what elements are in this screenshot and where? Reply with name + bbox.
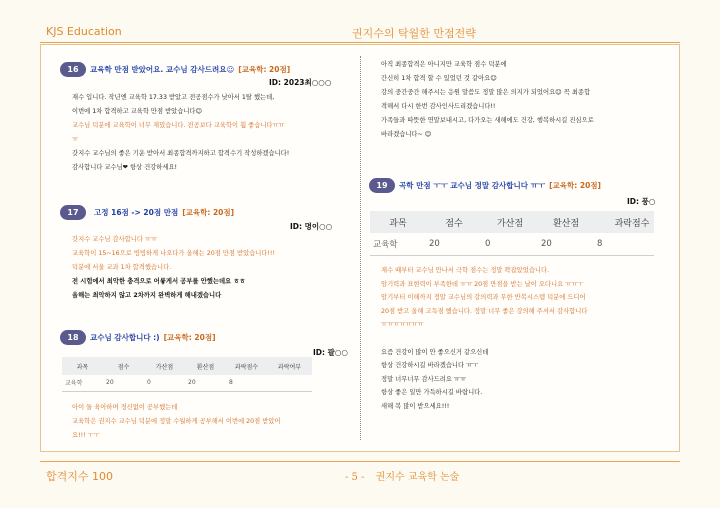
footer-right-text: 권지수 교육학 논술: [375, 472, 460, 483]
text-line: ㅠㅠㅠㅠㅠㅠㅠ: [381, 321, 424, 328]
score-table: [370, 211, 654, 256]
text-line: 아직 최종합격은 아니지만 교육학 점수 덕분에: [381, 61, 507, 68]
text-line: 교수님 덕분에 교육학이 너무 재밌습니다. 전공보다 교육학이 훨 좋습니다ㅠㅠ: [72, 122, 285, 129]
table-row: [370, 233, 654, 255]
text-line: 교육학이 15~16으로 빙빙하게 나오다가 올해는 20점 만점 받았습니다!!!: [72, 250, 275, 257]
review-19-body: [381, 264, 587, 413]
text-line: 갓지수 교수님의 좋은 기운 받아서 최종합격까지하고 합격수기 작성하겠습니다!: [72, 150, 290, 157]
footer-rule: [40, 461, 680, 462]
table-header: 과락점수: [226, 357, 267, 375]
text-line: 재수 때부터 교수님 만나서 극학 점수는 정말 꽉잡았었습니다.: [381, 267, 550, 274]
review-number-badge: 19: [369, 178, 395, 193]
table-cell: 20: [538, 233, 594, 255]
table-cell: 8: [226, 375, 267, 391]
review-title: 고정 16점 -> 20점 만점: [94, 208, 179, 217]
text-line: 덕분에 서울 교과 1차 합격했습니다.: [72, 264, 172, 271]
text-line: 정말 너무너무 감사드려요 ㅠㅠ: [381, 375, 467, 383]
text-line: 항상 좋은 일만 가득하시길 바랍니다.: [381, 389, 483, 396]
table-cell: 20: [185, 375, 226, 391]
table-cell: [267, 375, 312, 391]
review-number-badge: 16: [60, 62, 86, 77]
review-title: 곡학 만점 ㅜㅜ 교수님 정말 감사합니다 ㅠㅜ: [399, 181, 546, 190]
table-header-row: [370, 211, 654, 233]
footer-right: [345, 468, 459, 483]
text-line: 암기력과 표현력이 부족한데 ㅠㅠ 20점 만점을 받는 날이 오다니요 ㅠㅠㅜ: [381, 280, 584, 288]
table-header: 점수: [103, 357, 144, 375]
table-cell: 교육학: [370, 233, 426, 255]
text-line: 요!!! ㅜㅜ: [72, 432, 100, 439]
text-line: 요즘 건강이 많이 안 좋으신거 같으신데: [381, 348, 489, 356]
review-16-heading: [60, 62, 290, 77]
table-cell: 20: [103, 375, 144, 391]
text-line: 재수 입니다. 작년엔 교육학 17.33 받았고 전공점수가 낮아서 1탈 했는데,: [72, 94, 275, 101]
review-number-badge: 17: [60, 205, 86, 220]
table-row: [62, 375, 312, 391]
text-line: 이번에 1차 합격하고 교육학 만점 받았습니다☺: [72, 108, 203, 115]
review-id: ID: 명이○○: [290, 222, 333, 231]
table-header: 가산점: [482, 211, 538, 233]
text-line: 갓지수 교수님 감사합니다 ㅠㅠ: [72, 236, 158, 243]
review-id: ID: 팔○○: [313, 348, 348, 357]
review-continued-body: [381, 58, 594, 142]
score-table: [62, 357, 312, 392]
page-number: - 5 -: [345, 472, 365, 483]
text-line: 감사합니다 교수님❤ 항상 건강하세요!: [72, 164, 178, 171]
table-header: 점수: [426, 211, 482, 233]
table-cell: 8: [594, 233, 654, 255]
table-header: 환산점: [538, 211, 594, 233]
review-19-heading: [369, 178, 601, 193]
table-header: 과목: [62, 357, 103, 375]
table-header: 과락점수: [594, 211, 654, 233]
table-header: 가산점: [144, 357, 185, 375]
header-title: 권지수의 탁월한 만점전략: [352, 27, 476, 40]
score-tag: [교육학: 20점]: [238, 65, 291, 74]
text-line: 강의 중간중간 해주시는 응원 말씀도 정말 많은 의지가 되었어요☺ 꼭 최종합: [381, 89, 591, 96]
text-line: [381, 332, 587, 346]
text-line: 20점 받고 올해 고득점 했습니다. 정말 너무 좋은 강의해 주셔서 감사합니다: [381, 307, 588, 315]
header-rule: [40, 42, 680, 43]
review-18-heading: [60, 330, 216, 345]
review-17-heading: [60, 205, 234, 220]
table-cell: 20: [426, 233, 482, 255]
text-line: 새해 복 많이 받으세요!!!: [381, 402, 450, 410]
review-16-body: [72, 91, 289, 175]
review-id: ID: 2023최○○○: [269, 78, 332, 87]
table-header: 과락여부: [267, 357, 312, 375]
score-tag: [교육학: 20점]: [549, 181, 601, 190]
review-title: 교수님 감사합니다 :): [90, 333, 160, 342]
text-line: ㅠ: [72, 136, 79, 143]
review-title: 교육학 만점 받았어요. 교수님 감사드려요☺: [90, 65, 235, 74]
table-header: 과목: [370, 211, 426, 233]
column-divider: [360, 56, 361, 440]
score-table-clip: [370, 211, 654, 263]
text-line: 아이 둘 육아하며 정신없이 공부했는데: [72, 404, 178, 411]
table-cell: 0: [144, 375, 185, 391]
text-line: 항상 건강하시길 바라겠습니다 ㅠㅜ: [381, 362, 479, 369]
review-18-body: [72, 401, 281, 443]
text-line: 암기부터 이해까지 정말 교수님의 강의력과 무한 반복시스템 덕분에 드디어: [381, 294, 586, 301]
header-brand: KJS Education: [46, 25, 122, 38]
text-line: 격해서 다시 한번 감사인사드리겠습니다!!: [381, 103, 496, 110]
review-17-body: [72, 233, 275, 303]
text-line: 간신히 1차 합격 할 수 있었던 것 같아요☺: [381, 75, 497, 82]
text-line: 가족들과 따뜻한 연말보내시고, 다가오는 새해에도 건강, 행복하시길 진심으로: [381, 117, 594, 124]
table-header-row: [62, 357, 312, 375]
footer-left-text: 합격지수 100: [46, 470, 113, 483]
table-cell: 0: [482, 233, 538, 255]
score-tag: [교육학: 20점]: [182, 208, 235, 217]
table-cell: 교육학: [62, 375, 103, 391]
text-line: 전 시험에서 최악한 충격으로 어릏게서 공부를 안했는데요 ㅎㅎ: [72, 278, 246, 285]
review-number-badge: 18: [60, 330, 86, 345]
table-header: 환산점: [185, 357, 226, 375]
text-line: 교육학은 권지수 교수님 덕분에 정말 수월하게 공부해서 이번에 20점 받았어: [72, 418, 281, 425]
text-line: 올해는 최악하지 않고 2차까지 완벽하게 해내겠습니다: [72, 292, 222, 299]
review-id: ID: 풍○: [627, 197, 656, 206]
text-line: 바라겠습니다~ ☺: [381, 131, 432, 138]
score-tag: [교육학: 20점]: [163, 333, 216, 342]
